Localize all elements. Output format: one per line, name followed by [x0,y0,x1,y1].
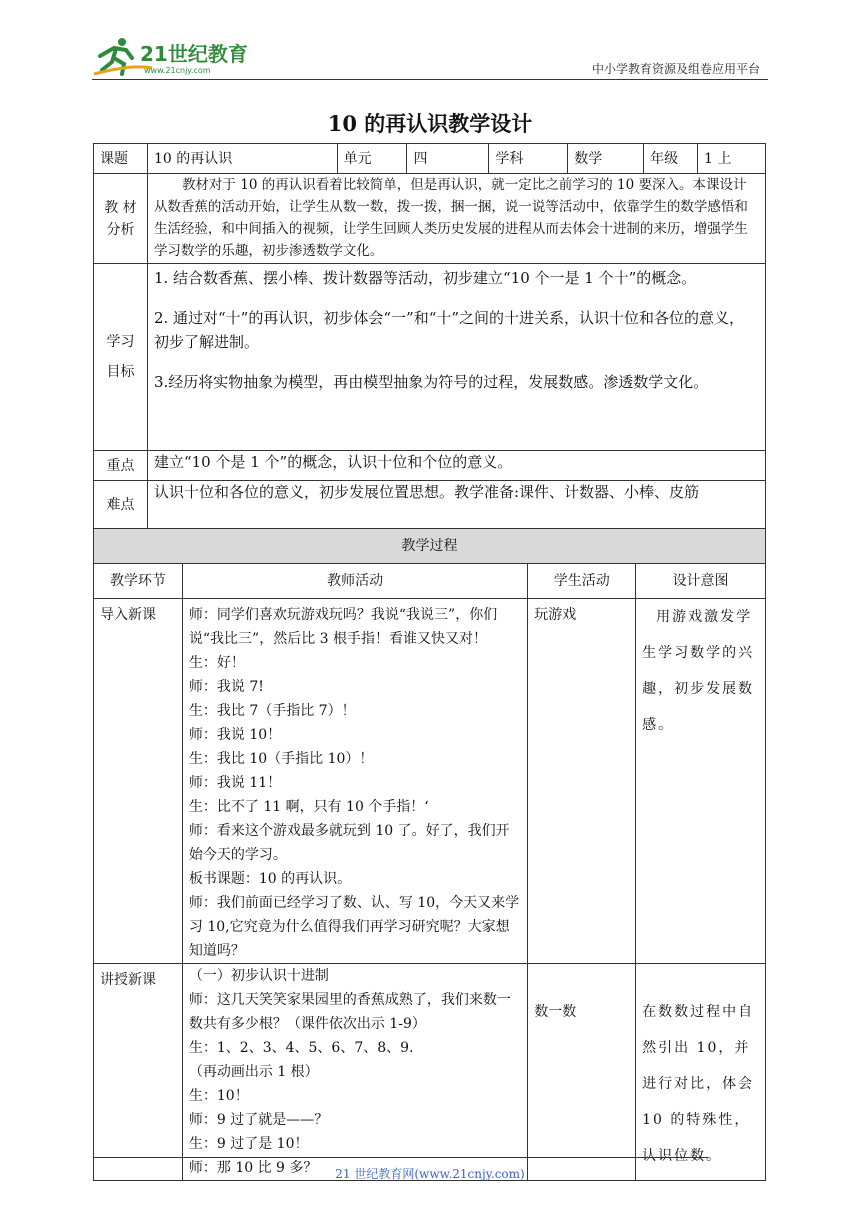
goals-text [147,264,765,451]
dialogue-line: 师：我说 7! [188,679,264,695]
footer-divider [93,1157,708,1158]
dialogue-line: 师：那 10 比 9 多？ [188,1160,318,1176]
stage-cell: 讲授新课 [94,964,183,1181]
footer-text: 21 世纪教育网(www.21cnjy.com) [335,1167,525,1181]
topic-row [94,144,766,174]
key-row [94,451,766,481]
dialogue-line: 生：我比 7（手指比 7）！ [188,703,356,719]
design-intent: 在数数过程中自然引出 10，并进行对比，体会 10 的特殊性，认识位数。 [636,964,766,1181]
dialogue-line: 生：9 过了是 10！ [188,1136,309,1152]
header-stage: 教学环节 [94,564,183,599]
process-row-intro [94,599,766,964]
student-activity: 玩游戏 [528,599,636,964]
analysis-text: 教材对于 10 的再认识看着比较简单，但是再认识，就一定比之前学习的 10 要深入。本课设计从数香蕉的活动开始，让学生从数一数，拨一拨，捆一捆，说一说等活动中，依靠学生的数学感悟和生活经验，和中间插入的视频，让学生回顾人类历史发展的进程从而去体会十进制的来历，增强学生学习数学的乐趣，初步渗透数学文化。 [147,174,765,264]
difficulty-label: 难点 [94,481,148,529]
dialogue-line: （一）初步认识十进制 [188,968,329,984]
dialogue-line: 师：同学们喜欢玩游戏玩吗？我说“我说三”，你们说“我比三”，然后比 3 根手指！看谁又快又对！ [188,607,498,647]
topic-value: 10 的再认识 [147,144,337,174]
header-divider [92,79,768,80]
process-title: 教学过程 [94,529,766,564]
difficulty-row [94,481,766,529]
header-student: 学生活动 [528,564,636,599]
process-row-new [94,964,766,1181]
document-title: 10 的再认识教学设计 [327,111,533,136]
dialogue-line: 板书课题：10 的再认识。 [188,871,352,887]
svg-text:www.21cnjy.com: www.21cnjy.com [144,66,211,75]
student-activity: 数一数 [528,964,636,1181]
key-text: 建立“10 个是 1 个”的概念，认识十位和个位的意义。 [147,451,765,481]
dialogue-line: 生：好！ [188,655,245,671]
logo [92,34,272,76]
teacher-activity [182,599,527,964]
dialogue-line: 师：我说 10！ [188,727,282,743]
dialogue-line: 生：比不了 11 啊，只有 10 个手指！‘ [188,799,429,815]
process-table [93,528,766,1181]
goals-row [94,264,766,451]
grade-label: 年级 [644,144,698,174]
header-teacher: 教师活动 [182,564,527,599]
dialogue-line: （再动画出示 1 根） [188,1064,319,1080]
dialogue-line: 师：我们前面已经学习了数、认、写 10，今天又来学习 10,它究竟为什么值得我们再学习研究呢？大家想知道吗？ [188,895,520,959]
svg-text:21世纪教育: 21世纪教育 [140,42,248,66]
key-label: 重点 [94,451,148,481]
difficulty-text: 认识十位和各位的意义，初步发展位置思想。教学准备:课件、计数器、小棒、皮筋 [147,481,765,529]
goals-label: 学习 目标 [94,264,148,451]
topic-label: 课题 [94,144,148,174]
goal-item: 3.经历将实物抽象为模型，再由模型抽象为符号的过程，发展数感。渗透数学文化。 [153,373,709,391]
goal-item: 2. 通过对“十”的再认识，初步体会“一”和“十”之间的十进关系，认识十位和各位的意义，初步了解进制。 [153,309,745,351]
dialogue-line: 师：9 过了就是——？ [188,1112,329,1128]
dialogue-line: 师：这几天笑笑家果园里的香蕉成熟了，我们来数一数共有多少根？（课件依次出示 1-9） [188,992,511,1032]
dialogue-line: 师：看来这个游戏最多就玩到 10 了。好了，我们开始今天的学习。 [188,823,510,863]
info-table [93,143,766,529]
subject-value: 数学 [568,144,644,174]
dialogue-line: 生：1、2、3、4、5、6、7、8、9. [188,1040,414,1056]
process-header-row [94,564,766,599]
design-intent: 用游戏激发学生学习数学的兴趣，初步发展数感。 [636,599,766,964]
dialogue-line: 生：我比 10（手指比 10）！ [188,751,374,767]
header-intent: 设计意图 [636,564,766,599]
process-title-row [94,529,766,564]
analysis-label: 教 材 分析 [94,174,148,264]
unit-value: 四 [407,144,489,174]
subject-label: 学科 [489,144,568,174]
page-header [92,30,768,80]
goal-item: 1. 结合数香蕉、摆小棒、拨计数器等活动，初步建立“10 个一是 1 个十”的概念。 [153,269,697,287]
analysis-row [94,174,766,264]
dialogue-line: 师：我说 11！ [188,775,282,791]
grade-value: 1 上 [698,144,766,174]
unit-label: 单元 [337,144,407,174]
platform-name: 中小学教育资源及组卷应用平台 [591,62,760,76]
dialogue-line: 生：10！ [188,1088,249,1104]
teacher-activity [182,964,527,1181]
stage-cell: 导入新课 [94,599,183,964]
